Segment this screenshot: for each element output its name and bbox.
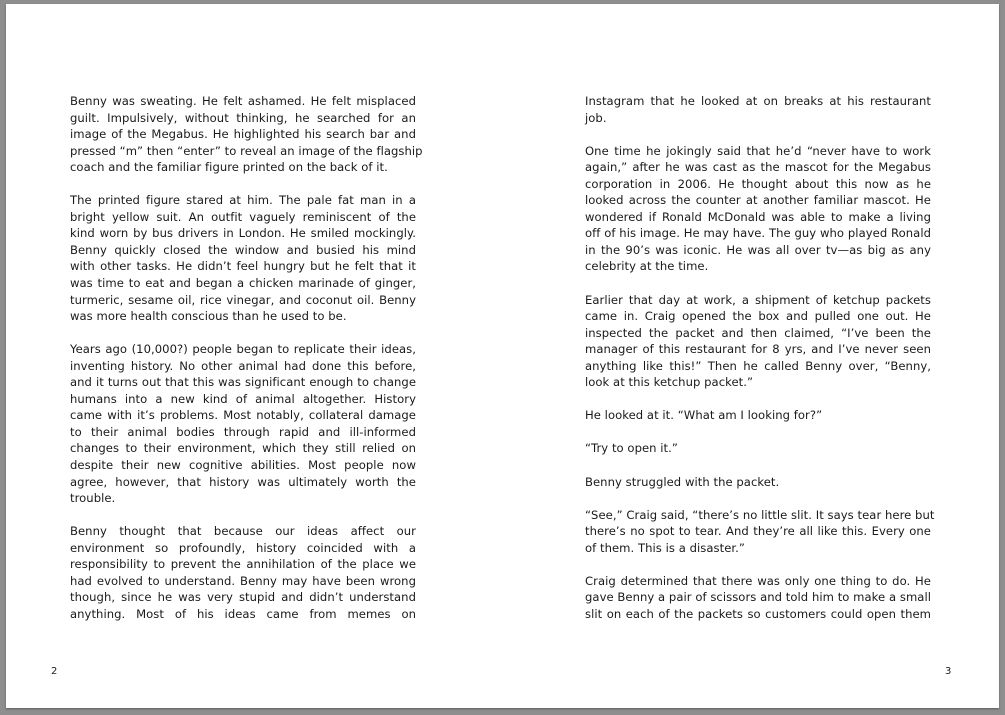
text-line: Craig determined that there was only one thing to do. He (585, 573, 931, 588)
book-spread (6, 4, 999, 708)
paragraph (585, 93, 931, 126)
text-line: changes to their environment, which they still relied on (70, 441, 416, 456)
text-line: came in. Craig opened the box and pulled one out. He (585, 309, 931, 324)
text-line: Benny quickly closed the window and busied his mind (70, 242, 416, 257)
text-line: humans into a new kind of animal altogether. History (70, 391, 416, 406)
text-line: responsibility to prevent the annihilation of the place we (70, 557, 416, 572)
text-line: anything like this!” Then he called Benny over, “Benny, (585, 358, 931, 373)
page-number-left: 2 (51, 666, 58, 677)
text-line: anything. Most of his ideas came from memes on (70, 606, 416, 621)
text-line: Benny was sweating. He felt ashamed. He felt misplaced (70, 94, 416, 108)
paragraph (585, 507, 935, 557)
text-line: Years ago (10,000?) people began to replicate their ideas, (70, 342, 416, 357)
text-line: image of the Megabus. He highlighted his search bar and (70, 127, 416, 142)
paragraph (70, 93, 423, 176)
text-line: He looked at it. “What am I looking for?” (585, 408, 823, 423)
text-line: kind worn by bus drivers in London. He smiled mockingly. (70, 226, 416, 241)
paragraph (70, 341, 416, 506)
paragraph (585, 474, 931, 491)
text-line: bright yellow suit. An outfit vaguely reminiscent of the (70, 209, 416, 224)
text-line: turmeric, sesame oil, rice vinegar, and coconut oil. Benny (70, 292, 416, 307)
text-line: trouble. (70, 491, 116, 506)
text-line: corporation in 2006. He thought about this now as he (585, 176, 931, 191)
text-line: manager of this restaurant for 8 yrs, and I’ve never seen (585, 342, 931, 357)
paragraph (585, 407, 931, 424)
text-line: “See,” Craig said, “there’s no little slit. It says tear here but (585, 507, 935, 522)
text-line: off of his image. He may have. The guy who played Ronald (585, 226, 931, 241)
paragraph (585, 143, 931, 275)
text-line: with other tasks. He didn’t feel hungry but he felt that it (70, 259, 416, 274)
text-line: inspected the packet and then claimed, “I’ve been the (585, 325, 931, 340)
text-line: The printed figure stared at him. The pale fat man in a (70, 193, 416, 208)
text-line: despite their new cognitive abilities. Most people now (70, 458, 416, 473)
text-line: Instagram that he looked at on breaks at his restaurant (585, 94, 931, 108)
page-number-right: 3 (945, 666, 952, 677)
text-line: was more health conscious than he used to be. (70, 309, 347, 324)
paragraph (585, 292, 931, 391)
text-line: guilt. Impulsively, without thinking, he searched for an (70, 110, 416, 125)
text-line: again,” after he was cast as the mascot for the Megabus (585, 160, 931, 175)
text-line: Benny struggled with the packet. (585, 474, 780, 489)
text-line: there’s no spot to tear. And they’re all like this. Every one (585, 524, 931, 539)
text-line: “Try to open it.” (585, 441, 678, 456)
page-2-text (70, 93, 423, 639)
text-line: and it turns out that this was significant enough to change (70, 375, 416, 390)
text-line: coach and the familiar figure printed on the back of it. (70, 160, 388, 175)
text-line: wondered if Ronald McDonald was able to make a living (585, 209, 931, 224)
text-line: job. (585, 110, 607, 125)
text-line: look at this ketchup packet.” (585, 375, 754, 390)
text-line: slit on each of the packets so customers could open them (585, 606, 931, 621)
text-line: Earlier that day at work, a shipment of ketchup packets (585, 292, 931, 307)
text-line: inventing history. No other animal had done this before, (70, 358, 416, 373)
text-line: was time to eat and began a chicken marinade of ginger, (70, 276, 416, 291)
text-line: of them. This is a disaster.” (585, 540, 745, 555)
text-line: pressed “m” then “enter” to reveal an image of the flagship (70, 143, 423, 158)
text-line: environment so profoundly, history coincided with a (70, 540, 416, 555)
paragraph (70, 192, 416, 324)
text-line: though, since he was very stupid and didn’t understand (70, 590, 416, 605)
text-line: to their animal bodies through rapid and ill-informed (70, 424, 416, 439)
paragraph (585, 440, 931, 457)
text-line: in the 90’s was iconic. He was all over tv—as big as any (585, 242, 931, 257)
text-line: had evolved to understand. Benny may have been wrong (70, 573, 416, 588)
text-line: agree, however, that history was ultimately worth the (70, 474, 416, 489)
text-line: looked across the counter at another familiar mascot. He (585, 193, 931, 208)
paragraph (585, 573, 931, 623)
text-line: Benny thought that because our ideas affect our (70, 524, 416, 539)
text-line: One time he jokingly said that he’d “never have to work (585, 143, 931, 158)
text-line: came with it’s problems. Most notably, collateral damage (70, 408, 416, 423)
paragraph (70, 523, 416, 622)
text-line: gave Benny a pair of scissors and told him to make a small (585, 590, 931, 605)
page-3-text (585, 93, 935, 639)
text-line: celebrity at the time. (585, 259, 709, 274)
